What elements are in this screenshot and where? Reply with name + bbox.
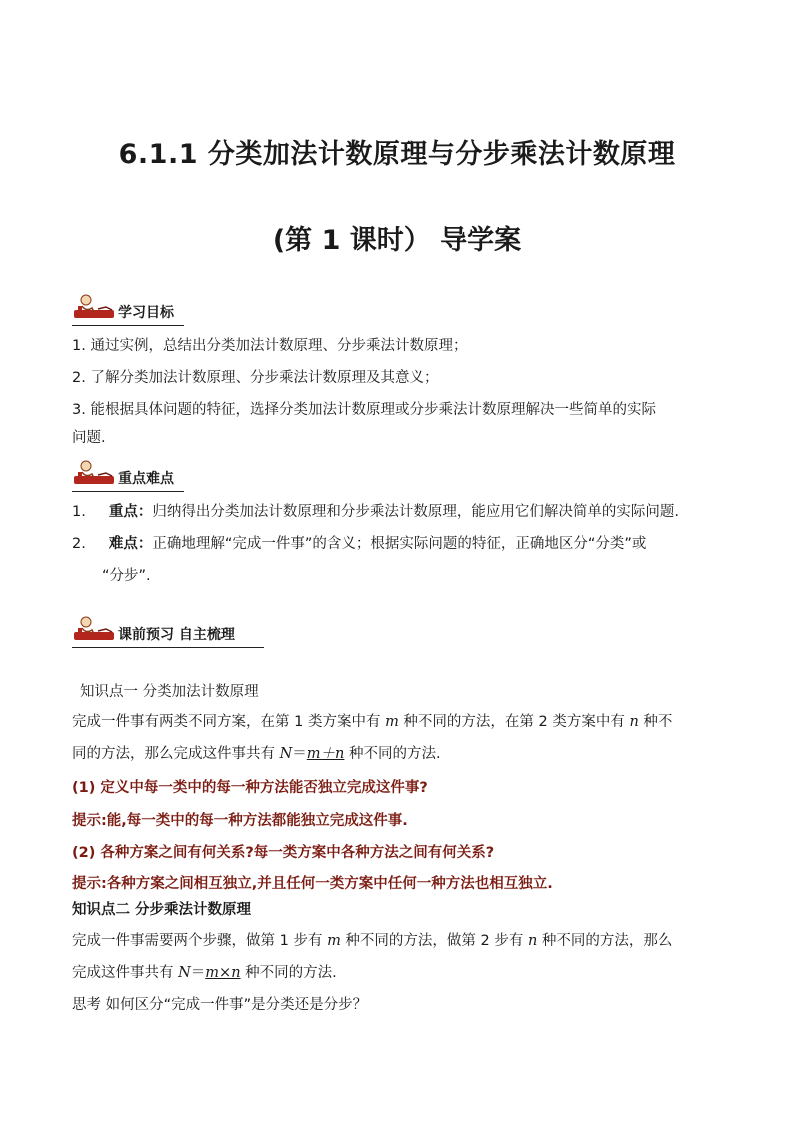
key-item-number: 2.: [72, 536, 86, 552]
kp2-para-line1: [72, 931, 672, 951]
key-item-text: 正确地理解“完成一件事”的含义；根据实际问题的特征，正确地区分“分类”或: [152, 536, 647, 552]
text-segment: ＝: [292, 746, 307, 762]
math-var-m: m: [385, 714, 399, 730]
text-segment: 种不同的方法，那么: [537, 933, 673, 949]
key-item-number: 1.: [72, 504, 86, 520]
kp1-answer-2: 提示:各种方案之间相互独立,并且任何一类方案中任何一种方法也相互独立.: [72, 876, 553, 892]
key-item-label: 重点：: [108, 504, 153, 520]
heading-underline: [72, 325, 184, 326]
heading-underline: [72, 647, 264, 648]
text-segment: 种不同的方法.: [344, 746, 441, 762]
section-heading-label: 重点难点: [118, 471, 174, 487]
text-segment: 完成一件事有两类不同方案，在第 1 类方案中有: [72, 714, 386, 730]
formula-sum: m＋n: [306, 746, 345, 762]
section-marker-icon: [72, 614, 116, 646]
math-var-n: n: [527, 933, 538, 949]
math-var-N: N: [279, 746, 293, 762]
heading-underline: [72, 491, 184, 492]
section-marker-icon: [72, 458, 116, 490]
text-segment: 种不同的方法.: [240, 965, 337, 981]
key-item-text: 归纳得出分类加法计数原理和分步乘法计数原理，能应用它们解决简单的实际问题.: [152, 504, 679, 520]
text-segment: 完成这件事共有: [72, 965, 179, 981]
kp1-heading: 知识点一 分类加法计数原理: [80, 684, 259, 700]
kp1-para-line1: [72, 712, 672, 732]
text-segment: 完成一件事需要两个步骤，做第 1 步有: [72, 933, 328, 949]
goal-item-3: 3. 能根据具体问题的特征，选择分类加法计数原理或分步乘法计数原理解决一些简单的实际: [72, 402, 656, 418]
kp2-heading: 知识点二 分步乘法计数原理: [72, 902, 252, 918]
math-var-m: m: [327, 933, 341, 949]
section-heading-label: 学习目标: [118, 305, 174, 321]
kp1-answer-1: 提示:能,每一类中的每一种方法都能独立完成这件事.: [72, 813, 408, 829]
text-segment: 种不同的方法，做第 2 步有: [340, 933, 528, 949]
kp1-question-2: (2) 各种方案之间有何关系?每一类方案中各种方法之间有何关系?: [72, 845, 495, 861]
section-heading-goals: [72, 292, 282, 326]
goal-item-3-cont: 问题.: [72, 430, 106, 446]
kp2-para-line2: [72, 963, 337, 983]
goal-item-1: 1. 通过实例，总结出分类加法计数原理、分步乘法计数原理；: [72, 338, 468, 354]
section-marker-icon: [72, 292, 116, 324]
section-heading-key: [72, 458, 282, 492]
math-var-N: N: [178, 965, 191, 981]
key-item-2-cont: “分步”.: [102, 568, 151, 584]
section-heading-preview: [72, 614, 272, 648]
key-item-2: [72, 534, 646, 554]
text-segment: 同的方法，那么完成这件事共有: [72, 746, 280, 762]
key-item-1: [72, 502, 679, 522]
kp1-question-1: (1) 定义中每一类中的每一种方法能否独立完成这件事?: [72, 780, 428, 796]
text-segment: 种不: [638, 714, 673, 730]
section-heading-label: 课前预习 自主梳理: [118, 627, 235, 643]
document-subtitle: (第 1 课时） 导学案: [272, 225, 522, 256]
goal-item-2: 2. 了解分类加法计数原理、分步乘法计数原理及其意义；: [72, 370, 439, 386]
key-item-label: 难点：: [108, 536, 153, 552]
text-segment: ＝: [190, 965, 206, 981]
kp2-think: 思考 如何区分“完成一件事”是分类还是分步？: [72, 997, 368, 1013]
kp1-para-line2: [72, 744, 441, 764]
document-title: 6.1.1 分类加法计数原理与分步乘法计数原理: [118, 139, 676, 170]
math-var-n: n: [629, 714, 639, 730]
formula-product: m×n: [205, 965, 241, 981]
text-segment: 种不同的方法，在第 2 类方案中有: [398, 714, 630, 730]
